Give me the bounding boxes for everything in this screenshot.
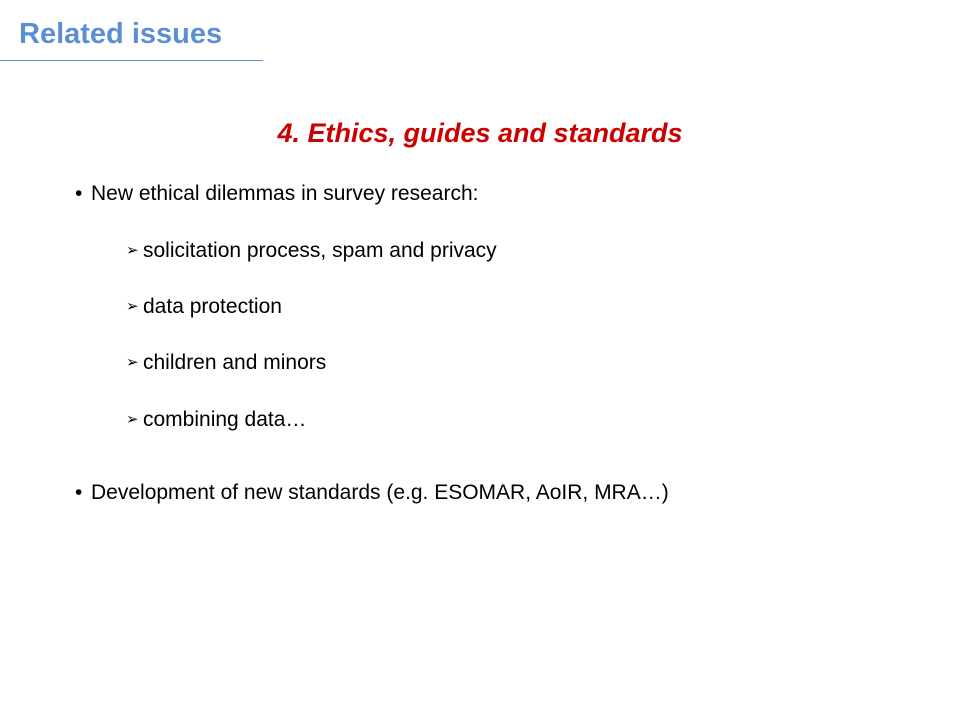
section-title: Related issues — [19, 18, 223, 50]
bullet-text: Development of new standards (e.g. ESOMAR, AoIR, MRA…) — [91, 481, 669, 504]
sub-bullet-text: children and minors — [143, 351, 327, 374]
arrow-bullet-icon: ➢ — [126, 354, 139, 371]
sub-bullet-item — [126, 352, 326, 373]
bullet-item — [75, 183, 478, 204]
sub-bullet-item — [126, 409, 306, 430]
bullet-text: New ethical dilemmas in survey research: — [91, 182, 479, 205]
bullet-item — [75, 482, 669, 503]
sub-bullet-text: data protection — [143, 295, 282, 318]
header-divider — [0, 60, 263, 61]
sub-bullet-item — [126, 296, 282, 317]
bullet-dot-icon: • — [75, 182, 83, 205]
sub-bullet-text: combining data… — [143, 408, 307, 431]
sub-bullet-item — [126, 240, 497, 261]
bullet-dot-icon: • — [75, 481, 83, 504]
sub-bullet-text: solicitation process, spam and privacy — [143, 239, 497, 262]
slide-heading: 4. Ethics, guides and standards — [277, 118, 683, 148]
arrow-bullet-icon: ➢ — [126, 298, 139, 315]
arrow-bullet-icon: ➢ — [126, 411, 139, 428]
arrow-bullet-icon: ➢ — [126, 242, 139, 259]
